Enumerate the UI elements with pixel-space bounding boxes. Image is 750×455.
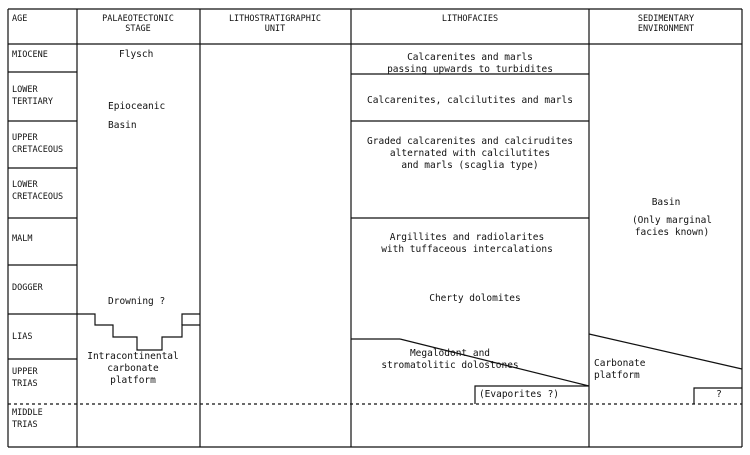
stage-intracontinental-platform: Intracontinental: [87, 351, 179, 362]
age-row-label: MIDDLE: [12, 408, 43, 418]
stage-flysch: Flysch: [119, 49, 154, 60]
header-stage: PALAEOTECTONIC: [102, 14, 174, 24]
lithofacies-scaglia: alternated with calcilutites: [389, 148, 551, 159]
lithofacies-megalodont: Megalodont and: [409, 348, 491, 359]
environment-carbonate-platform: platform: [594, 370, 640, 381]
age-row-label: DOGGER: [12, 283, 43, 293]
header-age: AGE: [12, 14, 28, 24]
stage-intracontinental-platform: platform: [110, 375, 156, 386]
header-lithofacies: LITHOFACIES: [441, 14, 499, 24]
lithofacies-calcilutites: Calcarenites, calcilutites and marls: [367, 95, 573, 106]
header-unit: LITHOSTRATIGRAPHIC: [228, 14, 322, 24]
header-unit: UNIT: [264, 24, 286, 34]
age-row-label: TRIAS: [12, 379, 38, 389]
age-row-label: CRETACEOUS: [12, 192, 64, 202]
drowning-step-profile-right: [182, 314, 200, 325]
environment-marginal: facies known): [634, 227, 710, 238]
lithofacies-cherty: Cherty dolomites: [429, 293, 521, 304]
age-row-label: LIAS: [12, 332, 33, 342]
header-environment: ENVIRONMENT: [637, 24, 695, 34]
environment-carbonate-platform: Carbonate: [594, 358, 646, 369]
environment-question: ?: [716, 389, 722, 400]
environment-basin: Basin: [651, 197, 681, 208]
age-row-label: UPPER: [12, 367, 38, 377]
header-environment: SEDIMENTARY: [637, 14, 695, 24]
lithofacies-scaglia: and marls (scaglia type): [401, 160, 539, 171]
environment-marginal: (Only marginal: [631, 215, 713, 226]
lithofacies-evaporites: (Evaporites ?): [478, 389, 560, 400]
lithofacies-scaglia: Graded calcarenites and calcirudites: [367, 136, 573, 147]
age-row-label: LOWER: [12, 180, 38, 190]
table-labels: [12, 14, 722, 430]
age-row-label: MIOCENE: [12, 50, 48, 60]
age-row-label: MALM: [12, 234, 33, 244]
stage-drowning: Drowning ?: [108, 296, 166, 307]
age-row-label: TRIAS: [12, 420, 38, 430]
age-row-label: CRETACEOUS: [12, 145, 64, 155]
age-row-label: LOWER: [12, 85, 38, 95]
lithofacies-turbidites: Calcarenites and marls: [407, 52, 533, 63]
stage-intracontinental-platform: carbonate: [107, 363, 159, 374]
age-row-label: TERTIARY: [12, 97, 53, 107]
lithofacies-turbidites: passing upwards to turbidites: [387, 64, 553, 75]
header-stage: STAGE: [125, 24, 151, 34]
stage-epioceanic-basin: Basin: [108, 120, 137, 131]
lithofacies-argillites: Argillites and radiolarites: [389, 232, 545, 243]
lithofacies-megalodont: stromatolitic dolostones: [381, 360, 519, 371]
lithofacies-argillites: with tuffaceous intercalations: [381, 244, 553, 255]
age-row-label: UPPER: [12, 133, 38, 143]
stage-epioceanic-basin: Epioceanic: [108, 101, 166, 112]
